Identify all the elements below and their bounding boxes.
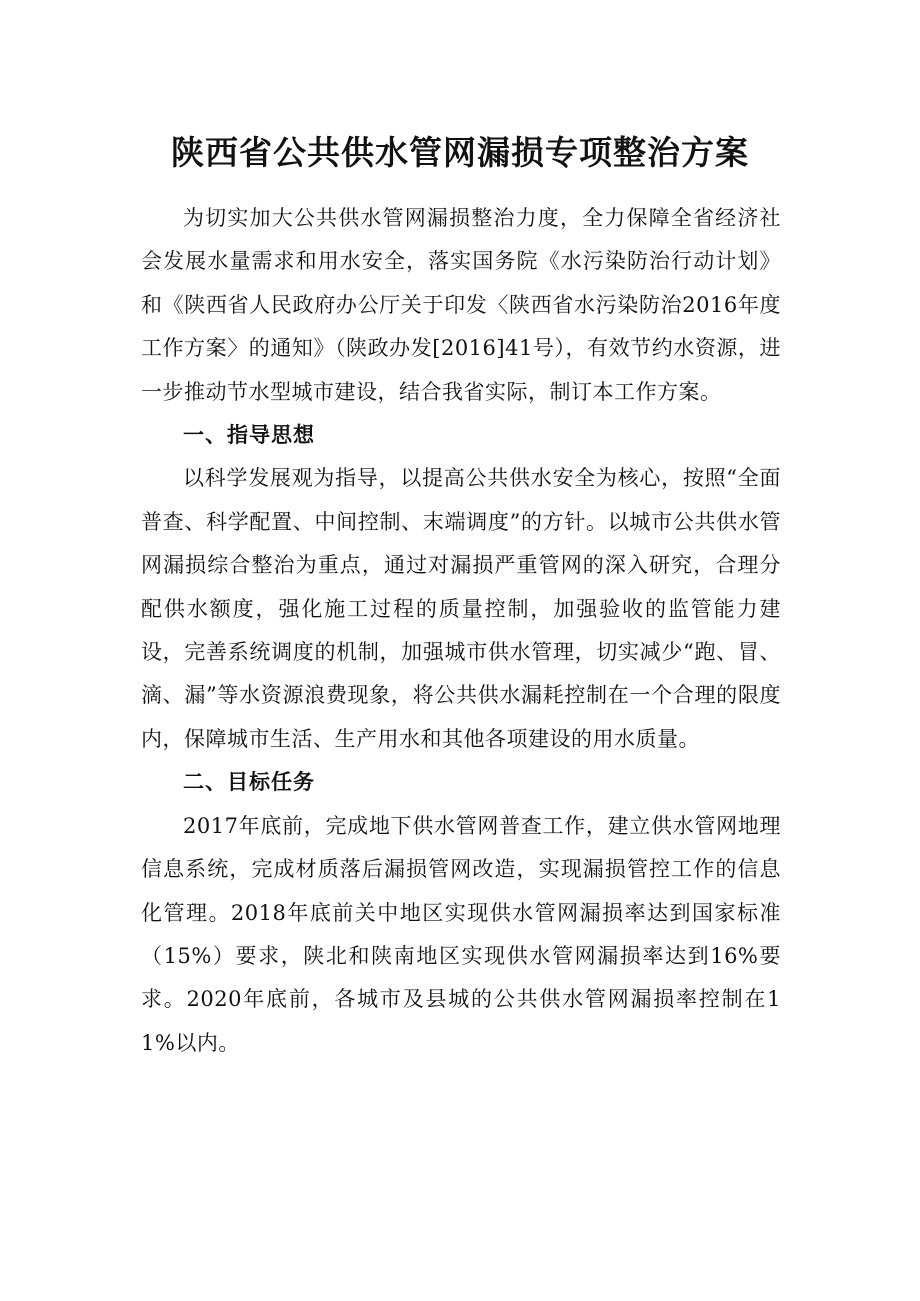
- section-heading-targets-tasks: 二、目标任务: [183, 770, 315, 795]
- document-body: [141, 197, 781, 1065]
- section-paragraph-guiding-ideology: 以科学发展观为指导，以提高公共供水安全为核心，按照“全面普查、科学配置、中间控制、末端调度”的方针。以城市公共供水管网漏损综合整治为重点，通过对漏损严重管网的深入研究，合理分配供水额度，强化施工过程的质量控制，加强验收的监管能力建设，完善系统调度的机制，加强城市供水管理，切实减少“跑、冒、滴、漏”等水资源浪费现象，将公共供水漏耗控制在一个合理的限度内，保障城市生活、生产用水和其他各项建设的用水质量。: [141, 466, 781, 751]
- document-title: 陕西省公共供水管网漏损专项整治方案: [171, 133, 749, 173]
- section-heading-guiding-ideology: 一、指导思想: [183, 423, 315, 448]
- section-paragraph-targets-tasks: 2017年底前，完成地下供水管网普查工作，建立供水管网地理信息系统，完成材质落后漏损管网改造，实现漏损管控工作的信息化管理。2018年底前关中地区实现供水管网漏损率达到国家标准（15%）要求，陕北和陕南地区实现供水管网漏损率达到16%要求。2020年底前，各城市及县城的公共供水管网漏损率控制在11%以内。: [141, 813, 781, 1055]
- intro-paragraph: 为切实加大公共供水管网漏损整治力度，全力保障全省经济社会发展水量需求和用水安全，落实国务院《水污染防治行动计划》和《陕西省人民政府办公厅关于印发〈陕西省水污染防治2016年度工作方案〉的通知》（陕政办发[2016]41号），有效节约水资源，进一步推动节水型城市建设，结合我省实际，制订本工作方案。: [141, 206, 781, 404]
